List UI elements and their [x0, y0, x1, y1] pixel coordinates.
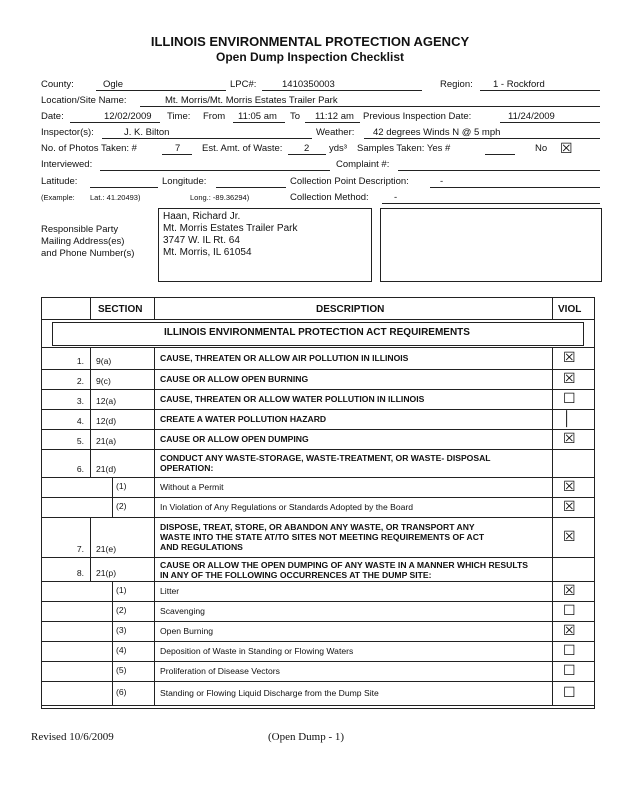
agency-title: ILLINOIS ENVIRONMENTAL PROTECTION AGENCY	[150, 34, 470, 49]
violation-checkbox[interactable]: ☒	[563, 582, 576, 598]
row-col-divider	[154, 449, 155, 477]
inspector-label: Inspector(s):	[41, 127, 94, 138]
row-col-divider	[112, 661, 113, 681]
county-value[interactable]: Ogle	[103, 79, 124, 90]
row-col-divider	[552, 449, 553, 477]
photos-value[interactable]: 7	[175, 143, 181, 154]
row-description: CAUSE, THREATEN OR ALLOW AIR POLLUTION IN ILLINOIS	[160, 353, 409, 363]
latitude-label: Latitude:	[41, 176, 78, 187]
revised-date: Revised 10/6/2009	[31, 731, 114, 743]
row-col-divider	[552, 369, 553, 389]
row-col-divider	[154, 429, 155, 449]
from-label: From	[203, 111, 226, 122]
row-col-divider	[154, 409, 155, 429]
row-section: 21(d)	[96, 464, 117, 474]
row-col-divider	[154, 681, 155, 705]
waste-unit: yds³	[329, 143, 347, 154]
collection-method-label: Collection Method:	[290, 192, 369, 203]
rp-line-3: 3747 W. IL Rt. 64	[163, 235, 240, 246]
row-col-divider	[112, 601, 113, 621]
row-section: 12(d)	[96, 416, 117, 426]
row-col-divider	[552, 497, 553, 517]
row-description-3: AND REGULATIONS	[160, 542, 243, 552]
date-label: Date:	[41, 111, 64, 122]
row-col-divider	[552, 409, 553, 429]
row-col-divider	[552, 347, 553, 369]
row-col-divider	[154, 661, 155, 681]
example-longitude: Long.: -89.36294)	[190, 193, 250, 202]
row-subsection: (1)	[116, 481, 127, 491]
responsible-party-label: Responsible Party	[41, 224, 119, 235]
row-description: Open Burning	[160, 626, 214, 636]
rp-line-4: Mt. Morris, IL 61054	[163, 247, 252, 258]
longitude-label: Longitude:	[162, 176, 207, 187]
collection-description-value[interactable]: -	[440, 176, 444, 187]
row-col-divider	[552, 389, 553, 409]
row-description: Without a Permit	[160, 482, 224, 492]
row-section: 9(c)	[96, 376, 111, 386]
row-col-divider	[112, 581, 113, 601]
row-col-divider	[154, 497, 155, 517]
row-col-divider	[90, 449, 91, 477]
row-col-divider	[154, 641, 155, 661]
row-col-divider	[552, 557, 553, 581]
row-section: 9(a)	[96, 356, 112, 366]
row-number: 5.	[76, 436, 84, 446]
violation-checkbox[interactable]: ☒	[563, 478, 576, 494]
row-number: 6.	[76, 464, 84, 474]
county-label: County:	[41, 79, 74, 90]
row-section: 21(a)	[96, 436, 117, 446]
region-label: Region:	[440, 79, 473, 90]
table-row	[41, 369, 593, 389]
row-description: Standing or Flowing Liquid Discharge from the Dump Site	[160, 688, 379, 698]
row-number: 7.	[76, 544, 84, 554]
phone-number-label: and Phone Number(s)	[41, 248, 135, 259]
row-col-divider	[154, 389, 155, 409]
region-value[interactable]: 1 - Rockford	[493, 79, 545, 90]
example-latitude: Lat.: 41.20493)	[90, 193, 141, 202]
row-col-divider	[112, 497, 113, 517]
row-col-divider	[154, 581, 155, 601]
row-col-divider	[154, 369, 155, 389]
column-section: SECTION	[98, 304, 143, 315]
row-number: 3.	[76, 396, 84, 406]
row-section: 21(e)	[96, 544, 117, 554]
row-description: Scavenging	[160, 606, 205, 616]
row-col-divider	[552, 661, 553, 681]
violation-checkbox[interactable]: ☒	[563, 622, 576, 638]
waste-label: Est. Amt. of Waste:	[202, 143, 283, 154]
row-col-divider	[90, 389, 91, 409]
location-label: Location/Site Name:	[41, 95, 127, 106]
waste-value[interactable]: 2	[304, 143, 310, 154]
collection-description-label: Collection Point Description:	[290, 176, 409, 187]
row-subsection: (6)	[116, 687, 127, 697]
row-col-divider	[154, 517, 155, 557]
samples-no-checkbox[interactable]: ☒	[560, 140, 573, 156]
row-subsection: (3)	[116, 625, 127, 635]
date-value[interactable]: 12/02/2009	[104, 111, 152, 122]
table-row	[41, 429, 593, 449]
row-col-divider	[552, 581, 553, 601]
violation-checkbox[interactable]: ☐	[563, 662, 576, 678]
row-col-divider	[552, 517, 553, 557]
violation-checkbox[interactable]: ☐	[563, 390, 576, 406]
row-subsection: (1)	[116, 585, 127, 595]
row-number: 1.	[76, 356, 84, 366]
row-col-divider	[90, 429, 91, 449]
row-subsection: (4)	[116, 645, 127, 655]
row-description: In Violation of Any Regulations or Standards Adopted by the Board	[160, 502, 414, 512]
row-description-2: IN ANY OF THE FOLLOWING OCCURRENCES AT THE DUMP SITE:	[160, 570, 432, 580]
column-description: DESCRIPTION	[316, 304, 385, 315]
complaint-label: Complaint #:	[336, 159, 390, 170]
example-label: (Example:	[41, 193, 75, 202]
row-description: CAUSE OR ALLOW OPEN DUMPING	[160, 434, 309, 444]
rp-line-1: Haan, Richard Jr.	[163, 211, 241, 222]
row-col-divider	[552, 429, 553, 449]
violation-checkbox[interactable]: ☒	[563, 349, 576, 365]
collection-method-value[interactable]: -	[394, 192, 398, 203]
violation-checkbox[interactable]: ☒	[563, 528, 576, 544]
row-divider	[41, 705, 594, 706]
violation-checkbox[interactable]: ☐	[563, 684, 576, 700]
row-description: DISPOSE, TREAT, STORE, OR ABANDON ANY WASTE, OR TRANSPORT ANY	[160, 522, 475, 532]
row-col-divider	[552, 601, 553, 621]
time-label: Time:	[167, 111, 191, 122]
weather-value[interactable]: 42 degrees Winds N @ 5 mph	[373, 127, 501, 138]
to-label: To	[290, 111, 301, 122]
page-label: (Open Dump - 1)	[268, 731, 345, 743]
previous-inspection-label: Previous Inspection Date:	[363, 111, 472, 122]
row-description: Proliferation of Disease Vectors	[160, 666, 280, 676]
row-col-divider	[552, 641, 553, 661]
row-col-divider	[112, 641, 113, 661]
row-col-divider	[90, 557, 91, 581]
weather-label: Weather:	[316, 127, 355, 138]
responsible-party-box-2[interactable]	[380, 208, 602, 282]
row-col-divider	[552, 621, 553, 641]
row-col-divider	[90, 409, 91, 429]
row-col-divider	[90, 369, 91, 389]
inspector-value[interactable]: J. K. Bilton	[124, 127, 170, 138]
row-description: Deposition of Waste in Standing or Flowing Waters	[160, 646, 354, 656]
row-col-divider	[154, 601, 155, 621]
row-col-divider	[552, 681, 553, 705]
lpc-value[interactable]: 1410350003	[282, 79, 335, 90]
row-subsection: (2)	[116, 501, 127, 511]
time-from-value[interactable]: 11:05 am	[238, 111, 277, 122]
row-col-divider	[112, 477, 113, 497]
violation-checkbox[interactable]: ☒	[563, 498, 576, 514]
row-col-divider	[154, 557, 155, 581]
row-description: Litter	[160, 586, 180, 596]
row-subsection: (5)	[116, 665, 127, 675]
row-number: 4.	[76, 416, 84, 426]
row-col-divider	[154, 477, 155, 497]
row-number: 8.	[76, 568, 84, 578]
row-subsection: (2)	[116, 605, 127, 615]
row-section: 21(p)	[96, 568, 117, 578]
table-subheader: ILLINOIS ENVIRONMENTAL PROTECTION ACT REQUIREMENTS	[164, 327, 470, 338]
row-number: 2.	[76, 376, 84, 386]
row-description: CONDUCT ANY WASTE-STORAGE, WASTE-TREATMENT, OR WASTE- DISPOSAL	[160, 453, 491, 463]
row-section: 12(a)	[96, 396, 117, 406]
violation-checkbox[interactable]: ☒	[563, 430, 576, 446]
lpc-label: LPC#:	[230, 79, 257, 90]
row-col-divider	[154, 621, 155, 641]
violation-checkbox[interactable]: ☐	[563, 602, 576, 618]
row-description-2: OPERATION:	[160, 463, 214, 473]
row-description: CREATE A WATER POLLUTION HAZARD	[160, 414, 327, 424]
no-label: No	[535, 143, 548, 154]
rp-line-2: Mt. Morris Estates Trailer Park	[163, 223, 298, 234]
violation-checkbox[interactable]: ☒	[563, 370, 576, 386]
time-to-value[interactable]: 11:12 am	[315, 111, 354, 122]
location-value[interactable]: Mt. Morris/Mt. Morris Estates Trailer Park	[165, 95, 338, 106]
row-col-divider	[112, 681, 113, 705]
row-col-divider	[154, 347, 155, 369]
samples-label: Samples Taken: Yes #	[357, 143, 451, 154]
row-col-divider	[112, 621, 113, 641]
previous-inspection-value[interactable]: 11/24/2009	[508, 111, 555, 122]
row-description-2: WASTE INTO THE STATE AT/TO SITES NOT MEETING REQUIREMENTS OF ACT	[160, 532, 485, 542]
photos-label: No. of Photos Taken: #	[41, 143, 137, 154]
form-title: Open Dump Inspection Checklist	[215, 50, 405, 64]
row-col-divider	[552, 477, 553, 497]
interviewed-label: Interviewed:	[41, 159, 93, 170]
row-description: CAUSE, THREATEN OR ALLOW WATER POLLUTION IN ILLINOIS	[160, 394, 425, 404]
row-col-divider	[90, 347, 91, 369]
mailing-address-label: Mailing Address(es)	[41, 236, 125, 247]
row-description: CAUSE OR ALLOW OPEN BURNING	[160, 374, 309, 384]
row-description: CAUSE OR ALLOW THE OPEN DUMPING OF ANY WASTE IN A MANNER WHICH RESULTS	[160, 560, 528, 570]
row-col-divider	[90, 517, 91, 557]
violation-checkbox[interactable]: ☐	[563, 642, 576, 658]
column-viol: VIOL	[558, 304, 582, 315]
violation-checkbox[interactable]: │	[563, 410, 572, 426]
